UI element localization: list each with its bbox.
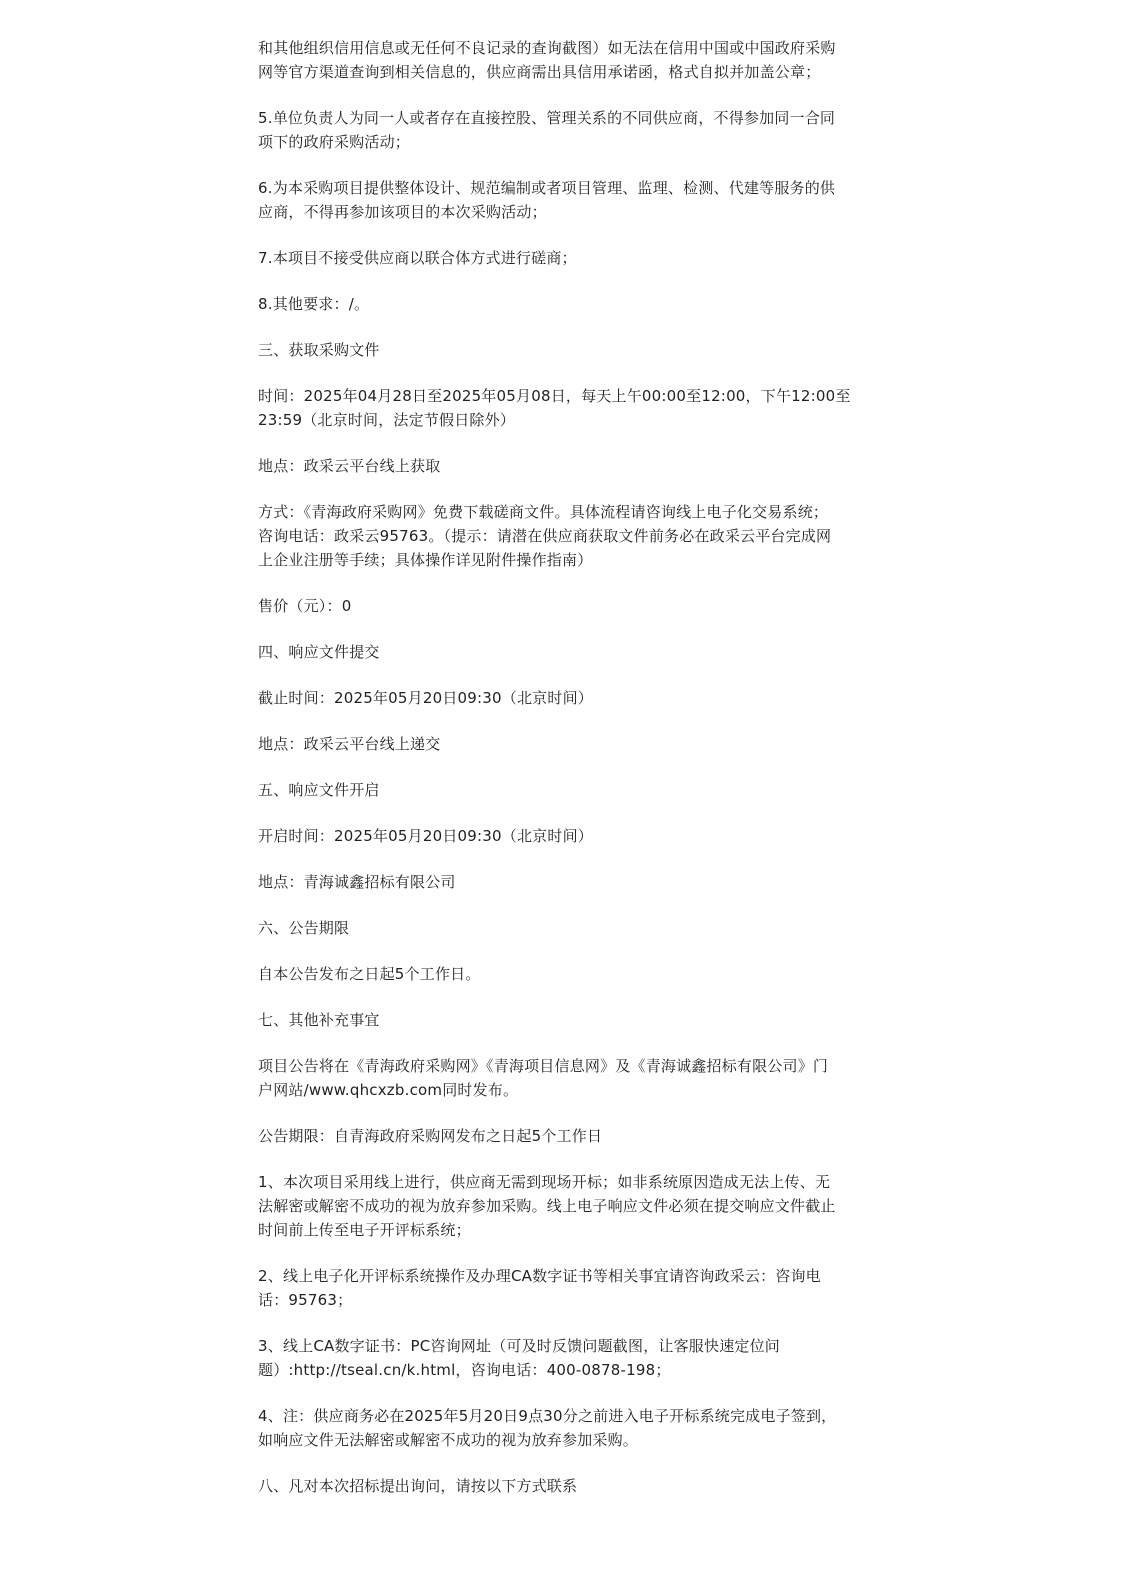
paragraph [258, 500, 878, 572]
text-line: 时间前上传至电子开评标系统； [258, 1221, 471, 1239]
text-line: 4、注：供应商务必在2025年5月20日9点30分之前进入电子开标系统完成电子签到， [258, 1407, 837, 1425]
text-line: 自本公告发布之日起5个工作日。 [258, 965, 481, 983]
paragraph [258, 454, 878, 478]
paragraph [258, 246, 878, 270]
text-line: 时间：2025年04月28日至2025年05月08日，每天上午00:00至12:00，下午12:00至 [258, 387, 851, 405]
text-line: 四、响应文件提交 [258, 643, 380, 661]
paragraph [258, 36, 878, 84]
paragraph [258, 292, 878, 316]
text-line: 如响应文件无法解密或解密不成功的视为放弃参加采购。 [258, 1431, 639, 1449]
text-line: 公告期限：自青海政府采购网发布之日起5个工作日 [258, 1127, 603, 1145]
paragraph [258, 1170, 878, 1242]
text-line: 6.为本采购项目提供整体设计、规范编制或者项目管理、监理、检测、代建等服务的供 [258, 179, 836, 197]
paragraph [258, 732, 878, 756]
paragraph [258, 1054, 878, 1102]
text-line: 户网站/www.qhcxzb.com同时发布。 [258, 1081, 519, 1099]
text-line: 售价（元）：0 [258, 597, 352, 615]
paragraph [258, 824, 878, 848]
section-heading [258, 1474, 878, 1498]
paragraph [258, 594, 878, 618]
section-heading [258, 916, 878, 940]
text-line: 网等官方渠道查询到相关信息的，供应商需出具信用承诺函，格式自拟并加盖公章； [258, 63, 821, 81]
text-line: 地点：政采云平台线上获取 [258, 457, 441, 475]
paragraph [258, 870, 878, 894]
text-line: 话：95763； [258, 1291, 353, 1309]
text-line: 1、本次项目采用线上进行，供应商无需到现场开标；如非系统原因造成无法上传、无 [258, 1173, 831, 1191]
text-line: 五、响应文件开启 [258, 781, 380, 799]
text-line: 法解密或解密不成功的视为放弃参加采购。线上电子响应文件必须在提交响应文件截止 [258, 1197, 836, 1215]
text-line: 方式：《青海政府采购网》免费下载磋商文件。具体流程请咨询线上电子化交易系统； [258, 503, 829, 521]
text-line: 题）:http://tseal.cn/k.html，咨询电话：400-0878-198； [258, 1361, 671, 1379]
paragraph [258, 962, 878, 986]
section-heading [258, 1008, 878, 1032]
paragraph [258, 176, 878, 224]
text-line: 7.本项目不接受供应商以联合体方式进行磋商； [258, 249, 577, 267]
section-heading [258, 640, 878, 664]
section-heading [258, 778, 878, 802]
paragraph [258, 1264, 878, 1312]
text-line: 和其他组织信用信息或无任何不良记录的查询截图）如无法在信用中国或中国政府采购 [258, 39, 836, 57]
section-heading [258, 338, 878, 362]
text-line: 2、线上电子化开评标系统操作及办理CA数字证书等相关事宜请咨询政采云：咨询电 [258, 1267, 821, 1285]
text-line: 开启时间：2025年05月20日09:30（北京时间） [258, 827, 593, 845]
text-line: 八、凡对本次招标提出询问，请按以下方式联系 [258, 1477, 578, 1495]
text-line: 上企业注册等手续；具体操作详见附件操作指南） [258, 551, 593, 569]
document-body [258, 36, 878, 1520]
text-line: 23:59（北京时间，法定节假日除外） [258, 411, 516, 429]
paragraph [258, 106, 878, 154]
text-line: 七、其他补充事宜 [258, 1011, 380, 1029]
text-line: 地点：青海诚鑫招标有限公司 [258, 873, 456, 891]
text-line: 咨询电话：政采云95763。（提示：请潜在供应商获取文件前务必在政采云平台完成网 [258, 527, 832, 545]
paragraph [258, 1334, 878, 1382]
text-line: 项下的政府采购活动； [258, 133, 411, 151]
text-line: 8.其他要求：/。 [258, 295, 370, 313]
text-line: 5.单位负责人为同一人或者存在直接控股、管理关系的不同供应商，不得参加同一合同 [258, 109, 836, 127]
text-line: 地点：政采云平台线上递交 [258, 735, 441, 753]
paragraph [258, 686, 878, 710]
text-line: 六、公告期限 [258, 919, 350, 937]
paragraph [258, 384, 878, 432]
text-line: 应商，不得再参加该项目的本次采购活动； [258, 203, 547, 221]
text-line: 3、线上CA数字证书：PC咨询网址（可及时反馈问题截图，让客服快速定位问 [258, 1337, 781, 1355]
text-line: 项目公告将在《青海政府采购网》《青海项目信息网》及《青海诚鑫招标有限公司》门 [258, 1057, 829, 1075]
paragraph [258, 1124, 878, 1148]
text-line: 截止时间：2025年05月20日09:30（北京时间） [258, 689, 593, 707]
text-line: 三、获取采购文件 [258, 341, 380, 359]
paragraph [258, 1404, 878, 1452]
